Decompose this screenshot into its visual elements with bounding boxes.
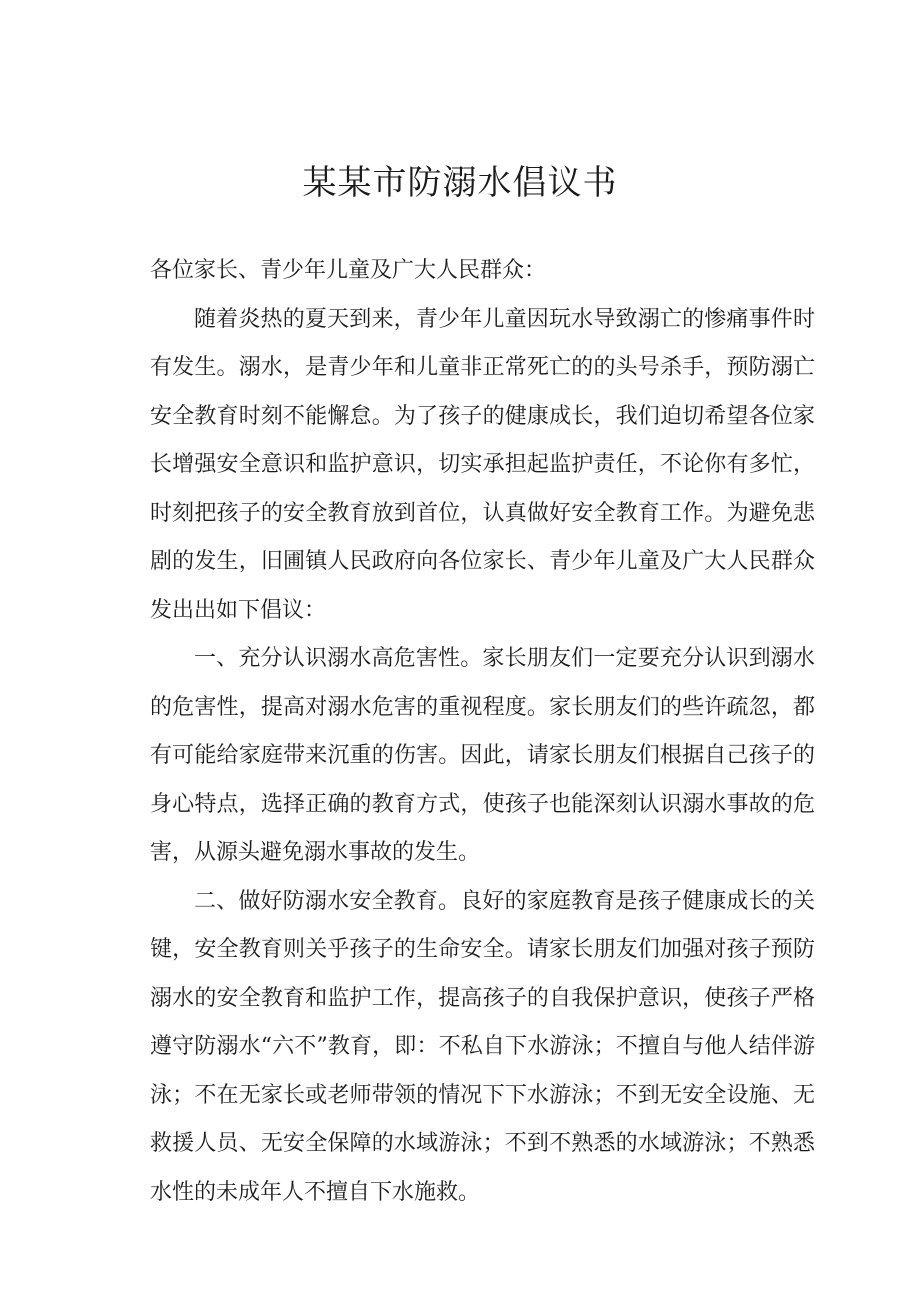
document-title: 某某市防溺水倡议书 bbox=[302, 163, 618, 203]
salutation: 各位家长、青少年儿童及广大人民群众： bbox=[150, 258, 547, 283]
document-body bbox=[150, 247, 815, 1217]
paragraph-intro: 随着炎热的夏天到来，青少年儿童因玩水导致溺亡的惨痛事件时有发生。溺水，是青少年和儿童非正常死亡的的头号杀手，预防溺亡安全教育时刻不能懈怠。为了孩子的健康成长，我们迫切希望各位家长增强安全意识和监护意识，切实承担起监护责任，不论你有多忙，时刻把孩子的安全教育放到首位，认真做好安全教育工作。为避免悲剧的发生，旧圃镇人民政府向各位家长、青少年儿童及广大人民群众发出出如下倡议： bbox=[150, 306, 815, 623]
paragraph-point-one: 一、充分认识溺水高危害性。家长朋友们一定要充分认识到溺水的危害性，提高对溺水危害的重视程度。家长朋友们的些许疏忽，都有可能给家庭带来沉重的伤害。因此，请家长朋友们根据自己孩子的身心特点，选择正确的教育方式，使孩子也能深刻认识溺水事故的危害，从源头避免溺水事故的发生。 bbox=[150, 646, 815, 865]
paragraph-point-two: 二、做好防溺水安全教育。良好的家庭教育是孩子健康成长的关键，安全教育则关乎孩子的生命安全。请家长朋友们加强对孩子预防溺水的安全教育和监护工作，提高孩子的自我保护意识，使孩子严格遵守防溺水“六不”教育，即：不私自下水游泳；不擅自与他人结伴游泳；不在无家长或老师带领的情况下下水游泳；不到无安全设施、无救援人员、无安全保障的水域游泳；不到不熟悉的水域游泳；不熟悉水性的未成年人不擅自下水施救。 bbox=[150, 888, 815, 1205]
